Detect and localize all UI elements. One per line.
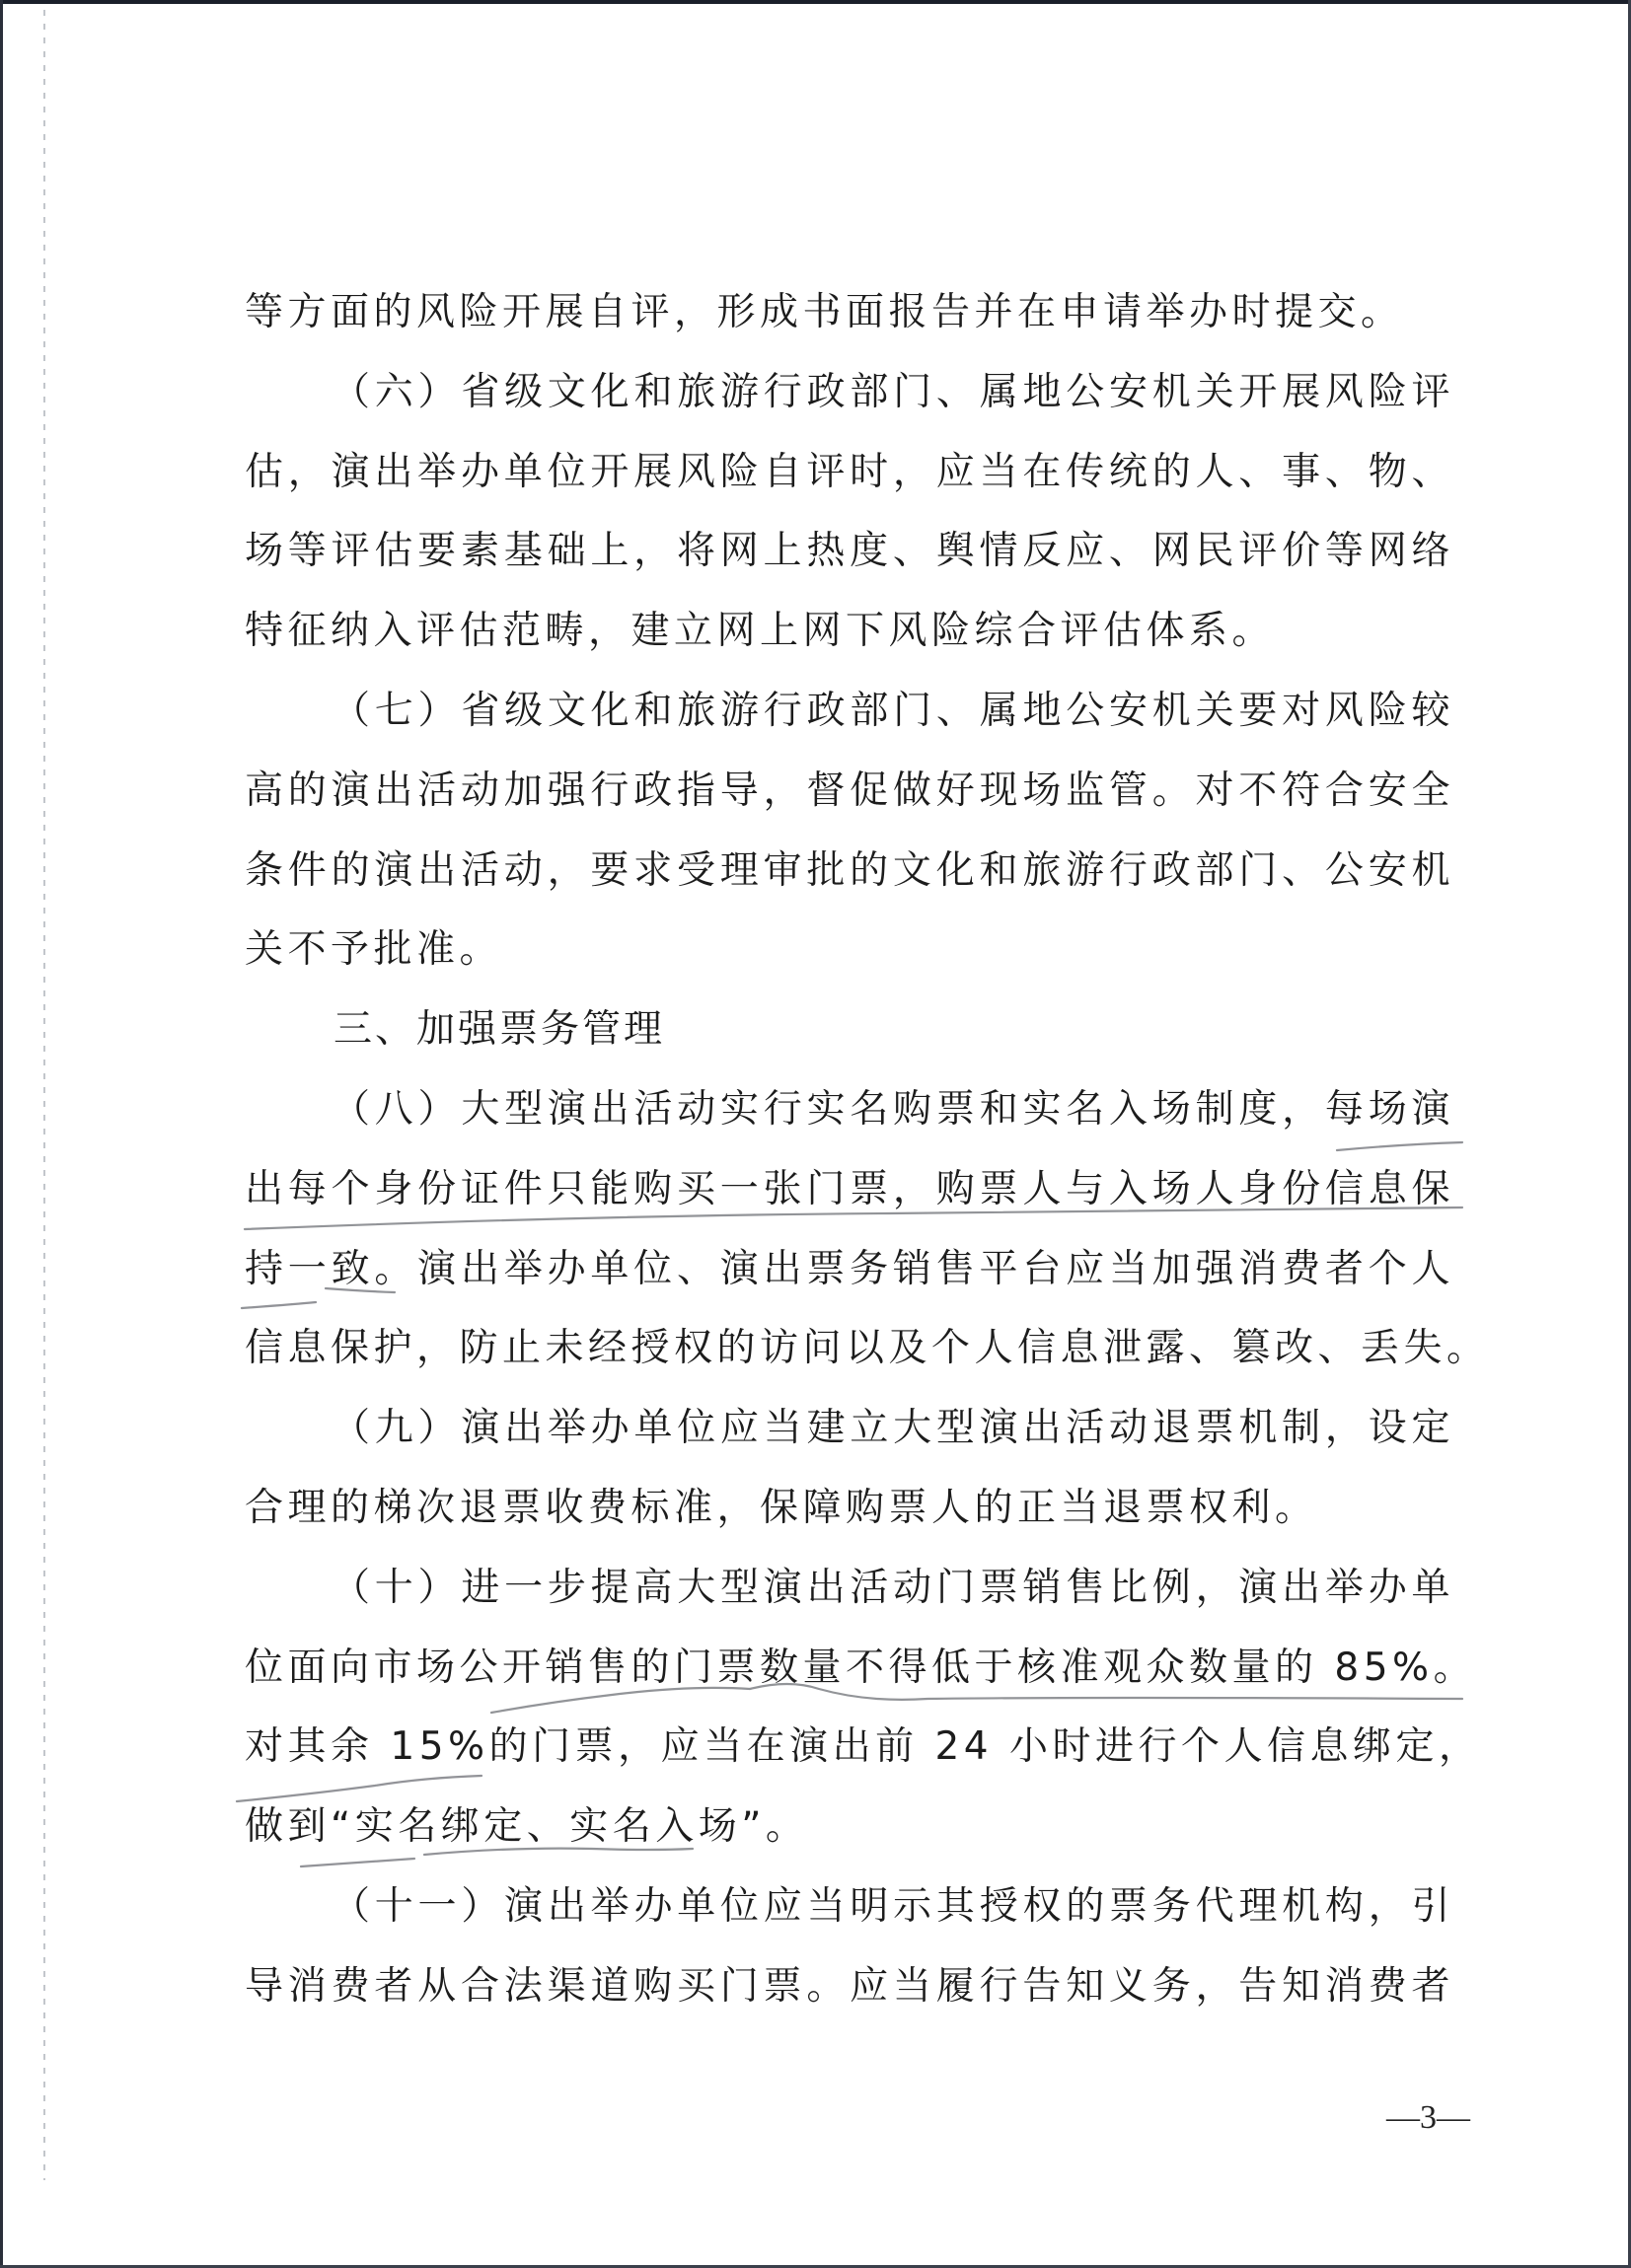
text-line: 估，演出举办单位开展风险自评时，应当在传统的人、事、物、 (245, 449, 1454, 494)
text-line: 出每个身份证件只能购买一张门票，购票人与入场人身份信息保 (245, 1166, 1454, 1211)
text-line: 等方面的风险开展自评，形成书面报告并在申请举办时提交。 (245, 290, 1404, 334)
scan-border-left (0, 0, 3, 2268)
text-line: 特征纳入评估范畴，建立网上网下风险综合评估体系。 (245, 609, 1276, 654)
text-line: 高的演出活动加强行政指导，督促做好现场监管。对不符合安全 (245, 768, 1454, 813)
section-heading: 三、加强票务管理 (334, 1007, 666, 1053)
paragraph-9-start: （九）演出举办单位应当建立大型演出活动退票机制，设定 (332, 1406, 1454, 1451)
binding-dashed-line (43, 10, 45, 2180)
paragraph-8-start: （八）大型演出活动实行实名购票和实名入场制度，每场演 (332, 1086, 1454, 1132)
text-line: 场等评估要素基础上，将网上热度、舆情反应、网民评价等网络 (245, 529, 1454, 574)
text-line: 关不予批准。 (245, 927, 503, 973)
text-line: 信息保护，防止未经授权的访问以及个人信息泄露、篡改、丢失。 (245, 1326, 1490, 1371)
paragraph-11-start: （十一）演出举办单位应当明示其授权的票务代理机构，引 (332, 1883, 1454, 1929)
page-number: —3— (1386, 2099, 1470, 2136)
scan-border-top (0, 0, 1631, 4)
paragraph-7-start: （七）省级文化和旅游行政部门、属地公安机关要对风险较 (332, 688, 1454, 733)
text-line: 对其余 15%的门票，应当在演出前 24 小时进行个人信息绑定， (245, 1724, 1482, 1770)
text-line: 位面向市场公开销售的门票数量不得低于核准观众数量的 85%。 (245, 1645, 1477, 1690)
text-line: 导消费者从合法渠道购买门票。应当履行告知义务，告知消费者 (245, 1963, 1454, 2009)
text-line: 合理的梯次退票收费标准，保障购票人的正当退票权利。 (245, 1485, 1318, 1530)
text-line: 持一致。演出举办单位、演出票务销售平台应当加强消费者个人 (245, 1246, 1454, 1291)
text-line: 做到“实名绑定、实名入场”。 (245, 1804, 809, 1850)
paragraph-6-start: （六）省级文化和旅游行政部门、属地公安机关开展风险评 (332, 369, 1454, 414)
paragraph-10-start: （十）进一步提高大型演出活动门票销售比例，演出举办单 (332, 1565, 1454, 1610)
document-body (245, 273, 1490, 2027)
text-line: 条件的演出活动，要求受理审批的文化和旅游行政部门、公安机 (245, 847, 1454, 893)
